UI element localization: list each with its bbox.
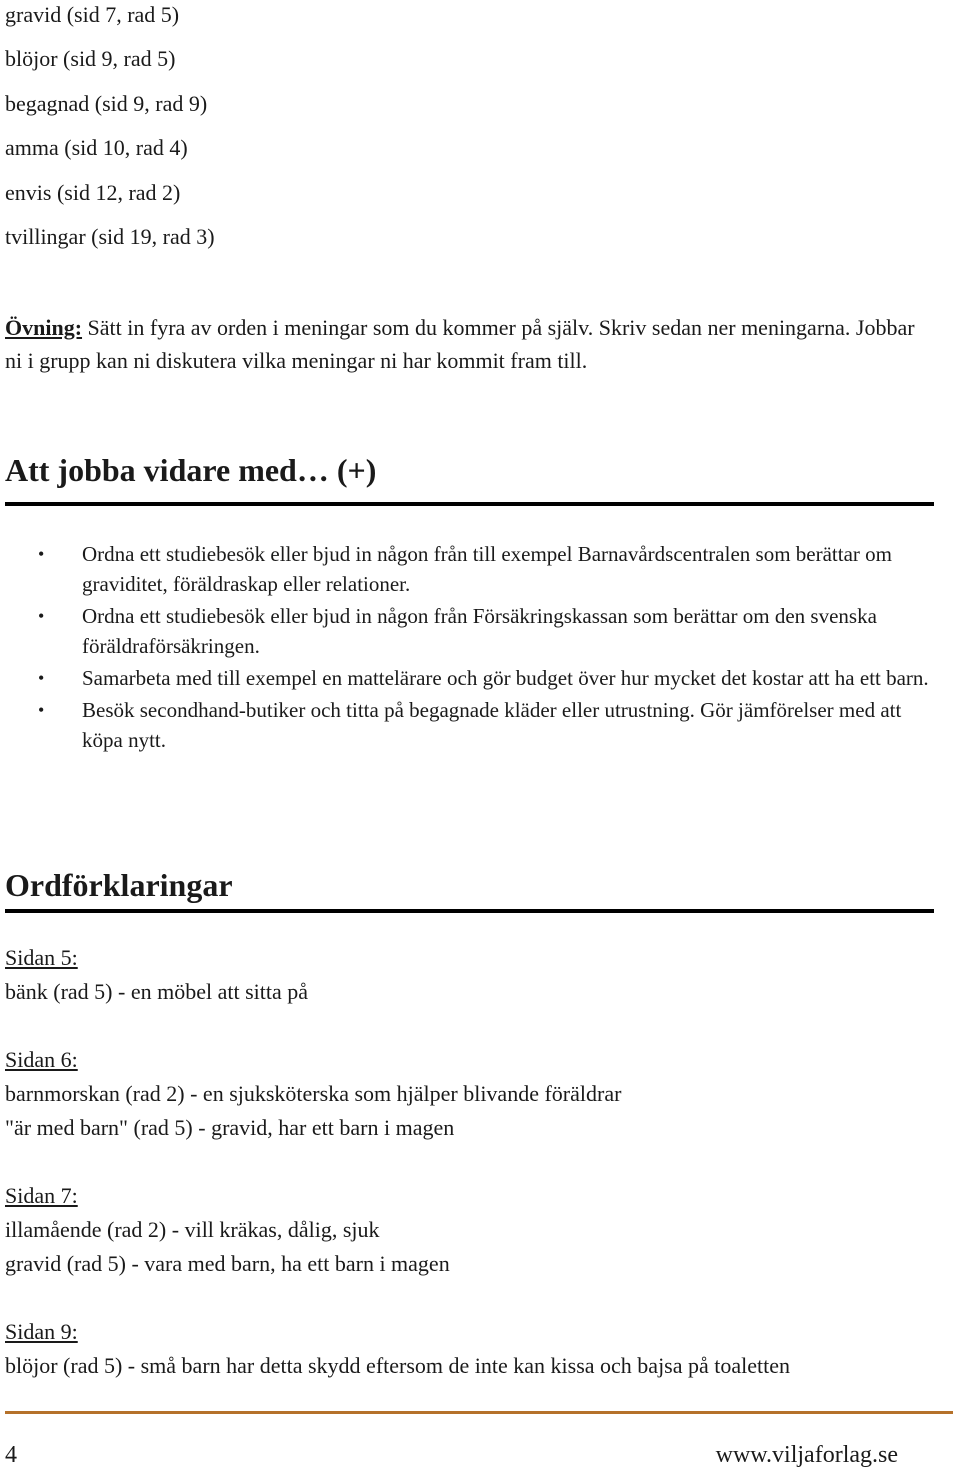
list-item	[38, 695, 938, 755]
glossary	[5, 941, 945, 1417]
word-list-item: blöjor (sid 9, rad 5)	[5, 46, 176, 72]
glossary-entry: blöjor (rad 5) - små barn har detta skydd eftersom de inte kan kissa och bajsa på toaletten	[5, 1353, 791, 1378]
list-item-text: Samarbeta med till exempel en mattelärare och gör budget över hur mycket det kostar att ha ett barn.	[82, 666, 929, 690]
heading-divider	[5, 502, 934, 506]
list-item	[38, 663, 938, 693]
website-link[interactable]: www.viljaforlag.se	[715, 1442, 898, 1468]
exercise-label: Övning:	[5, 315, 83, 340]
glossary-page-label: Sidan 7:	[5, 1183, 78, 1208]
bullet-icon: •	[38, 606, 45, 626]
list-item-text: Besök secondhand-butiker och titta på begagnade kläder eller utrustning. Gör jämförelser med att köpa nytt.	[82, 698, 902, 752]
exercise-paragraph	[5, 311, 935, 377]
exercise-text: Sätt in fyra av orden i meningar som du kommer på själv. Skriv sedan ner meningarna. Jobbar ni i grupp kan ni diskutera vilka meningar ni har kommit fram till.	[5, 315, 915, 373]
word-list	[5, 0, 215, 266]
word-list-item: envis (sid 12, rad 2)	[5, 179, 181, 205]
glossary-page-label: Sidan 5:	[5, 945, 78, 970]
heading-divider	[5, 909, 934, 913]
glossary-page-label: Sidan 9:	[5, 1319, 78, 1344]
glossary-page-label: Sidan 6:	[5, 1047, 78, 1072]
glossary-entry: bänk (rad 5) - en möbel att sitta på	[5, 979, 309, 1004]
glossary-section	[5, 1179, 945, 1281]
further-work-list	[38, 539, 938, 757]
glossary-heading: Ordförklaringar	[5, 867, 233, 903]
further-work-heading: Att jobba vidare med… (+)	[5, 452, 377, 488]
glossary-entry: illamående (rad 2) - vill kräkas, dålig, sjuk	[5, 1217, 380, 1242]
glossary-section	[5, 941, 945, 1009]
glossary-entry: barnmorskan (rad 2) - en sjuksköterska som hjälper blivande föräldrar	[5, 1081, 622, 1106]
glossary-section	[5, 1315, 945, 1383]
glossary-entry: "är med barn" (rad 5) - gravid, har ett barn i magen	[5, 1115, 455, 1140]
word-list-item: begagnad (sid 9, rad 9)	[5, 90, 208, 116]
word-list-item: gravid (sid 7, rad 5)	[5, 2, 180, 27]
list-item-text: Ordna ett studiebesök eller bjud in någon från till exempel Barnavårdscentralen som berättar om graviditet, föräldraskap eller relationer.	[82, 542, 892, 596]
bullet-icon: •	[38, 700, 45, 720]
list-item	[38, 601, 938, 661]
word-list-item: tvillingar (sid 19, rad 3)	[5, 223, 215, 249]
list-item-text: Ordna ett studiebesök eller bjud in någon från Försäkringskassan som berättar om den svenska föräldraförsäkringen.	[82, 604, 877, 658]
page-number: 4	[5, 1442, 17, 1468]
word-list-item: amma (sid 10, rad 4)	[5, 135, 188, 161]
glossary-section	[5, 1043, 945, 1145]
glossary-entry: gravid (rad 5) - vara med barn, ha ett barn i magen	[5, 1251, 450, 1276]
bullet-icon: •	[38, 668, 45, 688]
bullet-icon: •	[38, 544, 45, 564]
list-item	[38, 539, 938, 599]
footer-divider	[5, 1411, 953, 1414]
